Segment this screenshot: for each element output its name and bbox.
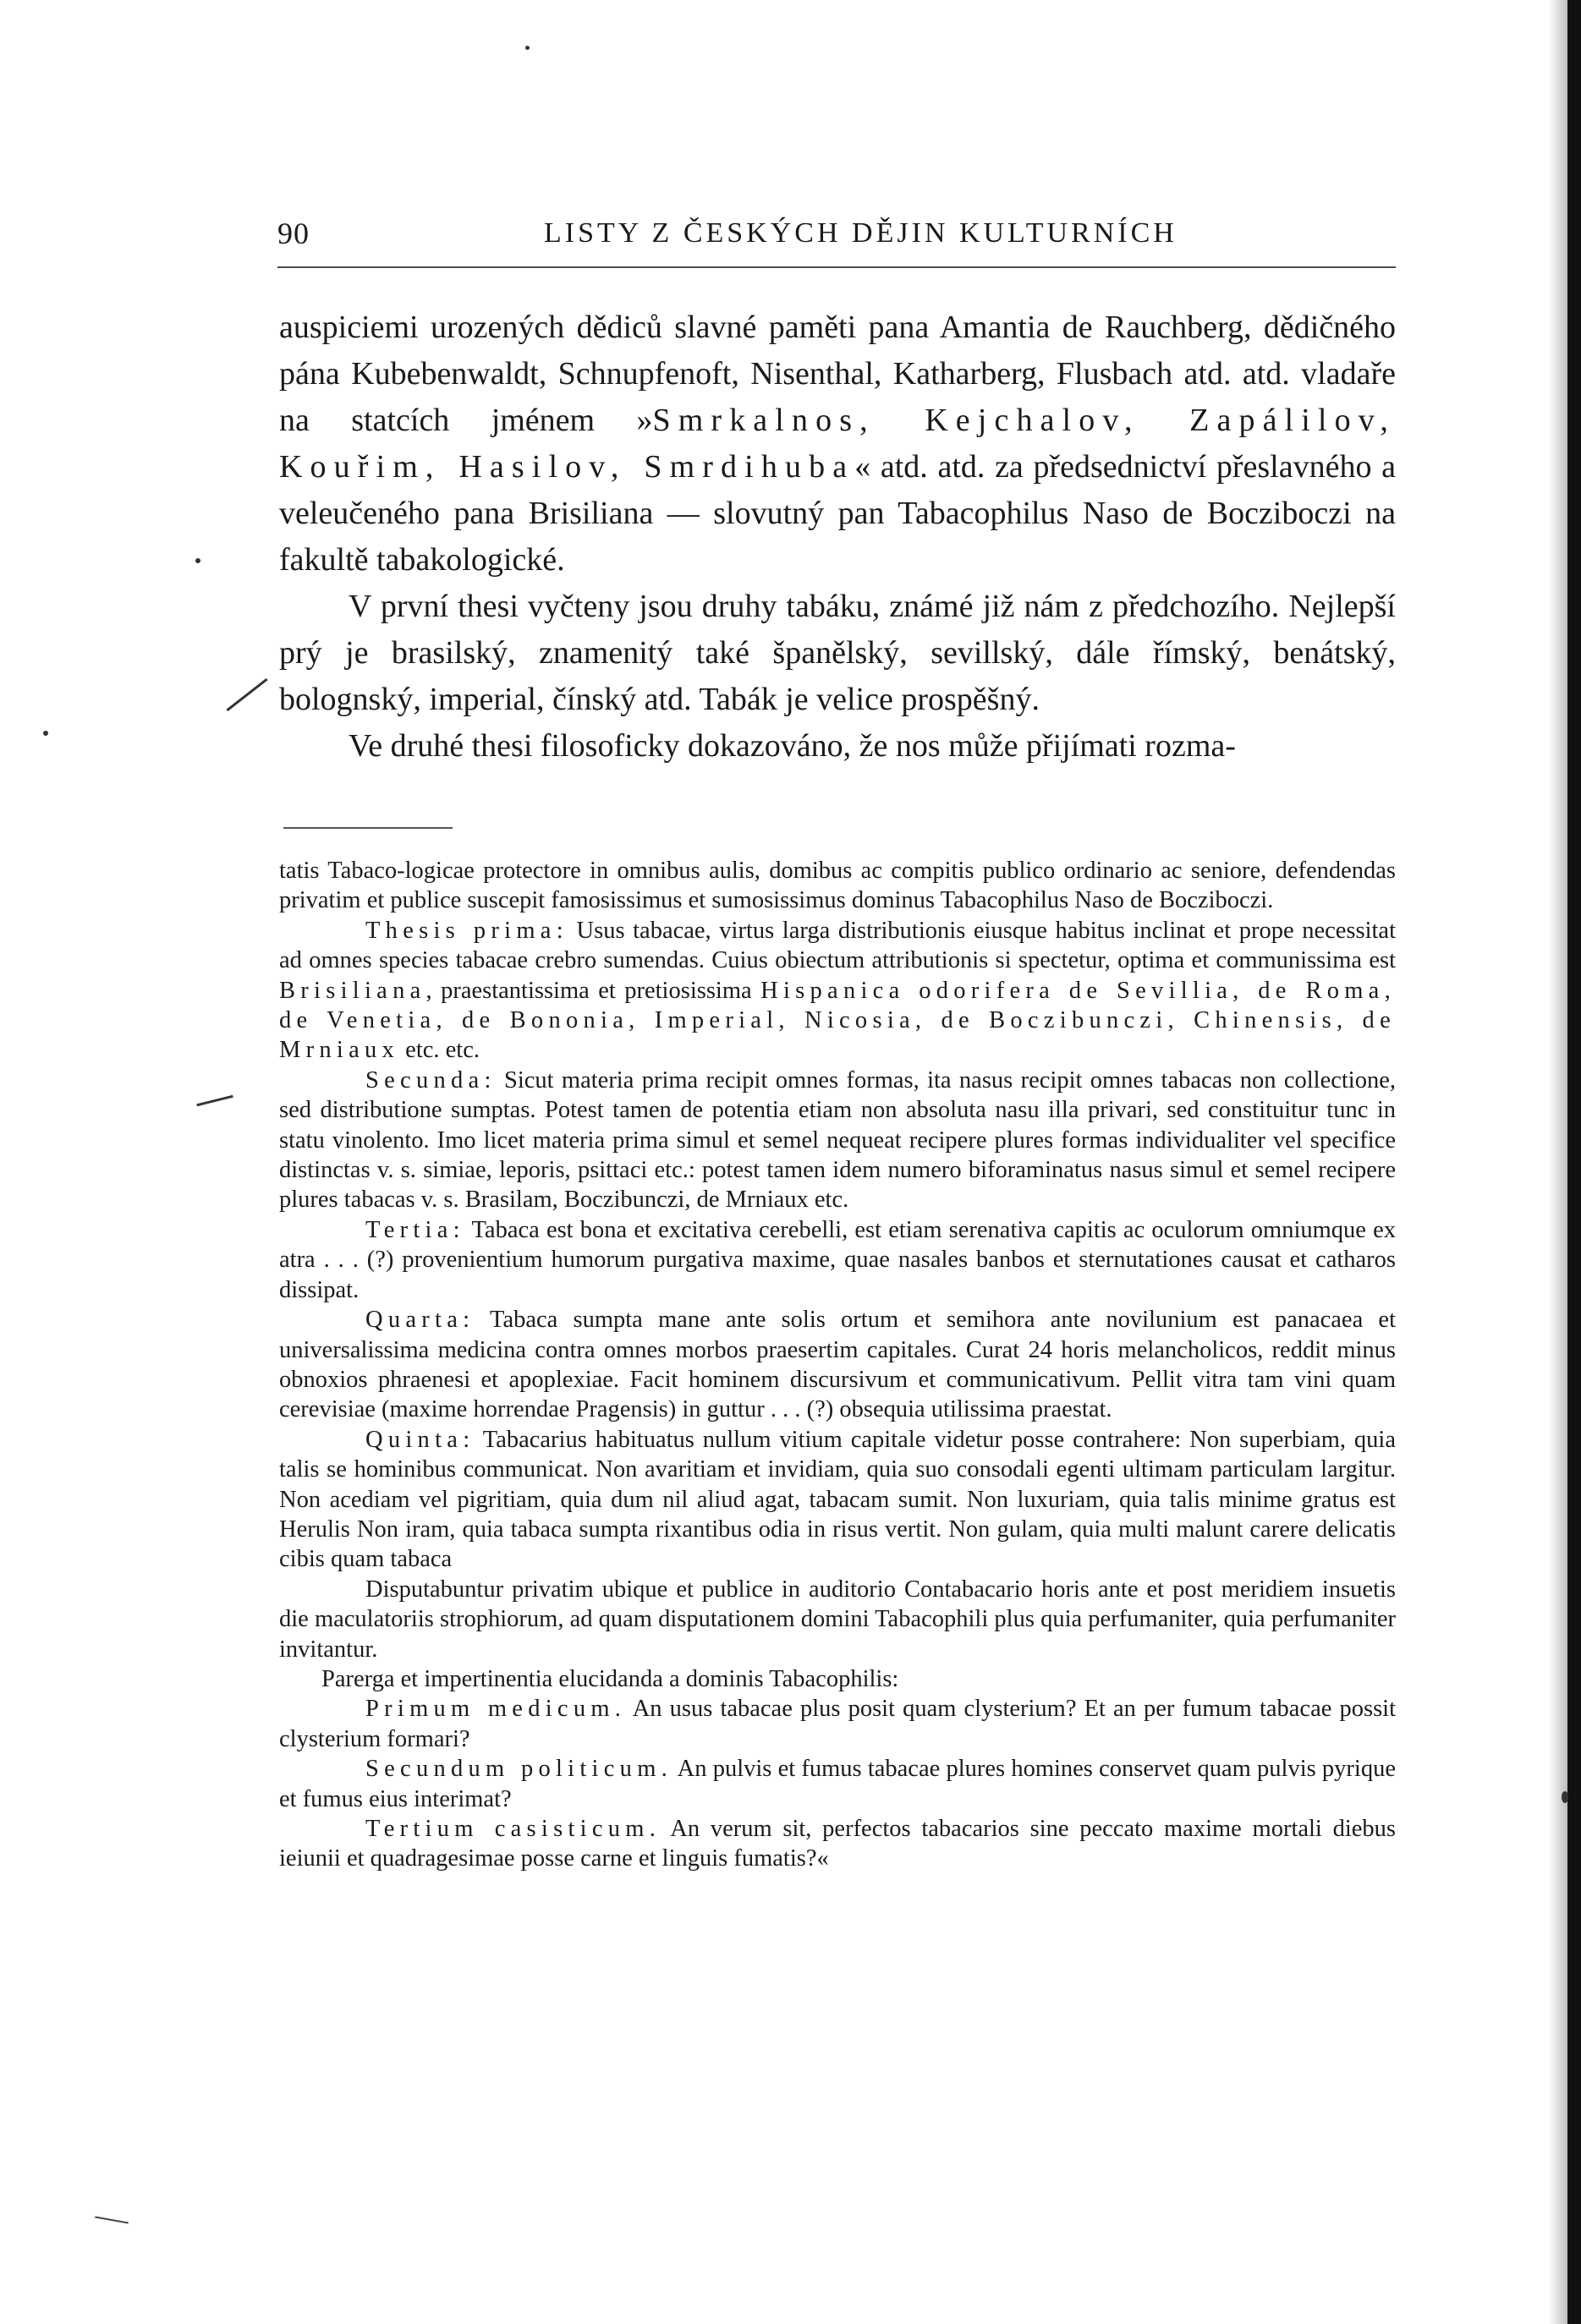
margin-speck	[525, 46, 530, 50]
page-edge	[1567, 0, 1581, 2324]
secundum-politicum	[279, 1754, 1396, 1814]
secundum-politicum-text: An pulvis et fumus tabacae plures homines conservet quam pulvis pyrique et fumus eius interimat?	[279, 1756, 1396, 1812]
header-rule	[277, 266, 1396, 268]
thesis-secunda-label: Secunda:	[365, 1066, 497, 1093]
primum-medicum	[279, 1694, 1396, 1754]
thesis-quinta	[279, 1425, 1396, 1575]
thesis-quarta-label: Quarta:	[365, 1307, 475, 1334]
parerga: Parerga et impertinentia elucidanda a dominis Tabacophilis:	[321, 1665, 899, 1692]
margin-slash-mark	[226, 678, 267, 711]
thesis-prima-brisiliana: Brisiliana	[279, 977, 426, 1004]
thesis-prima-text-2: , praestantissima et pretiosissima	[425, 977, 761, 1004]
tertium-casisticum-label: Tertium casisticum.	[365, 1816, 661, 1842]
thesis-prima	[279, 916, 1396, 1066]
tertium-casisticum	[279, 1814, 1396, 1874]
thesis-prima-text-1: Usus tabacae, virtus larga distributionis eiusque habitus inclinat et prope necessitat ad omnes species tabacae crebro sumendas. Cuius obiectum attributionis si spectetur, optima et communissima est	[279, 917, 1396, 974]
thesis-secunda	[279, 1066, 1396, 1215]
page-number: 90	[277, 217, 310, 250]
place-names: Smrkalnos, Kejchalov, Zapálilov, Kouřim, Hasilov, Smrdihuba	[279, 403, 1396, 485]
page-header	[277, 216, 1396, 258]
margin-speck	[1562, 1791, 1568, 1803]
paragraph-1-text: auspiciemi urozených dědiců slavné paměti pana Amantia de Rauchberg, dědičného pána Kubebenwaldt, Schnupfenoft, Nisenthal, Katharberg, Flusbach atd. atd. vladaře na statcích jménem »	[279, 310, 1396, 438]
thesis-quinta-label: Quinta:	[365, 1426, 475, 1453]
paragraph-2: V první thesi vyčteny jsou druhy tabáku, známé již nám z předchozího. Nejlepší prý je brasilský, znamenitý také španělský, sevillský, dále římský, benátský, bolognský, imperial, čínský atd. Tabák je velice prospěšný.	[279, 589, 1396, 717]
paragraph-1	[279, 304, 1396, 584]
footnote	[279, 856, 1396, 1874]
secundum-politicum-label: Secundum politicum.	[365, 1756, 673, 1783]
primum-medicum-label: Primum medicum.	[365, 1696, 627, 1723]
thesis-prima-label: Thesis prima:	[365, 917, 568, 944]
footnote-rule	[283, 827, 453, 829]
main-text	[279, 304, 1396, 770]
paragraph-3: Ve druhé thesi filosoficky dokazováno, že nos může přijímati rozma-	[349, 728, 1236, 764]
margin-speck	[43, 731, 48, 736]
margin-speck	[195, 558, 200, 563]
primum-medicum-text: An usus tabacae plus posit quam clysterium? Et an per fumum tabacae possit clysterium formari?	[279, 1696, 1396, 1752]
thesis-quinta-text: Tabacarius habituatus nullum vitium capitale videtur posse contrahere: Non superbiam, quia talis se hominibus communicat. Non avaritiam et invidiam, quia suo consodali egenti ultimam particulam largitur. Non acediam vel pigritiam, quia dum nil aliud agat, tabacam sumit. Non luxuriam, quia talis minime gratus est Herulis Non iram, quia tabaca sumpta rixantibus odia in risus vertit. Non gulam, quia multi malunt carere delicatis cibis quam tabaca	[279, 1426, 1396, 1573]
disputabuntur: Disputabuntur privatim ubique et publice in auditorio Contabacario horis ante et post meridiem insuetis die maculatoriis strophiorum, ad quam disputationem domini Tabacophili plus quia perfumaniter, quia perfumaniter invitantur.	[279, 1576, 1396, 1663]
thesis-prima-list: Hispanica odorifera de Sevillia, de Roma, de Venetia, de Bononia, Imperial, Nicosia, de Boczibunczi, Chinensis, de Mrniaux	[279, 977, 1396, 1064]
margin-corner-mark	[95, 2217, 129, 2224]
thesis-quarta-text: Tabaca sumpta mane ante solis ortum et semihora ante novilunium est panacaea et universalissima medicina contra omnes morbos praesertim capitales. Curat 24 horis melancholicos, reddit minus obnoxios phraenesi et apoplexiae. Facit hominem discursivum et communicativum. Pellit vitra tam vini quam cerevisiae (maxime horrendae Pragensis) in guttur . . . (?) obsequia utilissima praestat.	[279, 1307, 1396, 1423]
thesis-secunda-text: Sicut materia prima recipit omnes formas, ita nasus recipit omnes tabacas non collectione, sed distributione sumptas. Potest tamen de potentia etiam non absoluta nasu illa privari, sed constituitur tunc in statu vinolento. Imo licet materia prima simul et semel nequeat recipere plures formas individualiter vel specifice distinctas v. s. simiae, leporis, psittaci etc.: potest tamen idem numero biforaminatus nasus simul et semel recipere plures tabacas v. s. Brasilam, Boczibunczi, de Mrniaux etc.	[279, 1066, 1396, 1214]
thesis-quarta	[279, 1305, 1396, 1425]
note-intro: tatis Tabaco-logicae protectore in omnibus aulis, domibus ac compitis publico ordinario ac seniore, defendendas privatim et publice suscepit famosissimus et sumosissimus dominus Tabacophilus Naso de Bocziboczi.	[279, 858, 1396, 914]
margin-dash-mark	[196, 1095, 233, 1107]
thesis-tertia-text: Tabaca est bona et excitativa cerebelli, est etiam serenativa capitis ac oculorum omniumque ex atra . . . (?) provenientium humorum purgativa maxime, quae nasales banbos et sternutationes causat et catharos dissipat.	[279, 1216, 1396, 1303]
page-edge-shadow	[1549, 0, 1567, 2324]
paragraph-1-end: « atd. atd. za předsednictví přeslavného a veleučeného pana Brisiliana — slovutný pan Tabacophilus Naso de Bocziboczi na fakultě tabakologické.	[279, 449, 1396, 578]
tertium-casisticum-text: An verum sit, perfectos tabacarios sine peccato maxime mortali diebus ieiunii et quadragesimae posse carne et linguis fumatis?«	[279, 1816, 1396, 1872]
running-title: LISTY Z ČESKÝCH DĚJIN KULTURNÍCH	[544, 217, 1178, 249]
thesis-prima-end: etc. etc.	[399, 1037, 480, 1064]
thesis-tertia	[279, 1215, 1396, 1305]
thesis-tertia-label: Tertia:	[365, 1216, 465, 1243]
